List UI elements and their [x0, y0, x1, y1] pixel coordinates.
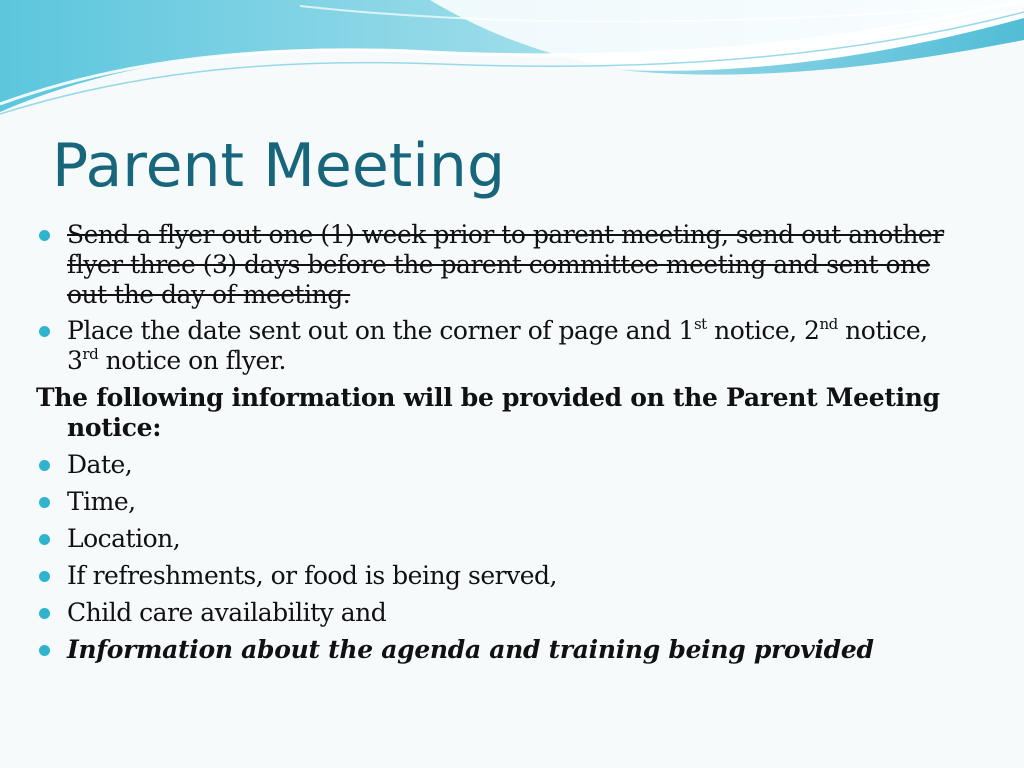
list-item [36, 487, 966, 517]
slide-title: Parent Meeting [52, 131, 506, 201]
bullet-dot-icon [39, 608, 50, 619]
list-item [36, 635, 966, 665]
info-heading: The following information will be provided on the Parent Meeting notice: [36, 383, 940, 442]
date-notice-text-2: notice, 2 [706, 316, 820, 345]
list-item-text: Date, [67, 450, 133, 479]
flyer-schedule-text: Send a flyer out one (1) week prior to parent meeting, send out another flyer three (3) days before the parent committee meeting and sent one out the day of meeting. [67, 220, 944, 309]
bullet-dot-icon [39, 230, 50, 241]
bullet-dot-icon [39, 645, 50, 656]
slide-content [36, 220, 966, 672]
date-notice-text-3: notice, 3 [67, 316, 928, 375]
superscript-nd: nd [819, 315, 838, 333]
list-item [36, 524, 966, 554]
bullet-dot-icon [39, 571, 50, 582]
list-item-text: Child care availability and [67, 598, 387, 627]
list-item-text: Location, [67, 524, 181, 553]
bullet-dot-icon [39, 460, 50, 471]
list-item-text: Information about the agenda and training being provided [67, 635, 874, 664]
list-item-text: Time, [67, 487, 136, 516]
bullet-date-notice [36, 316, 966, 376]
superscript-rd: rd [82, 345, 99, 363]
bullet-dot-icon [39, 326, 50, 337]
superscript-st: st [693, 315, 707, 333]
decorative-wave-header [0, 0, 1024, 120]
list-item-text: If refreshments, or food is being served, [67, 561, 557, 590]
list-item [36, 450, 966, 480]
bullet-dot-icon [39, 497, 50, 508]
list-item [36, 598, 966, 628]
bullet-flyer-schedule [36, 220, 966, 310]
list-item [36, 561, 966, 591]
date-notice-text-4: notice on flyer. [98, 346, 286, 375]
bullet-dot-icon [39, 534, 50, 545]
date-notice-text-1: Place the date sent out on the corner of page and 1 [67, 316, 694, 345]
